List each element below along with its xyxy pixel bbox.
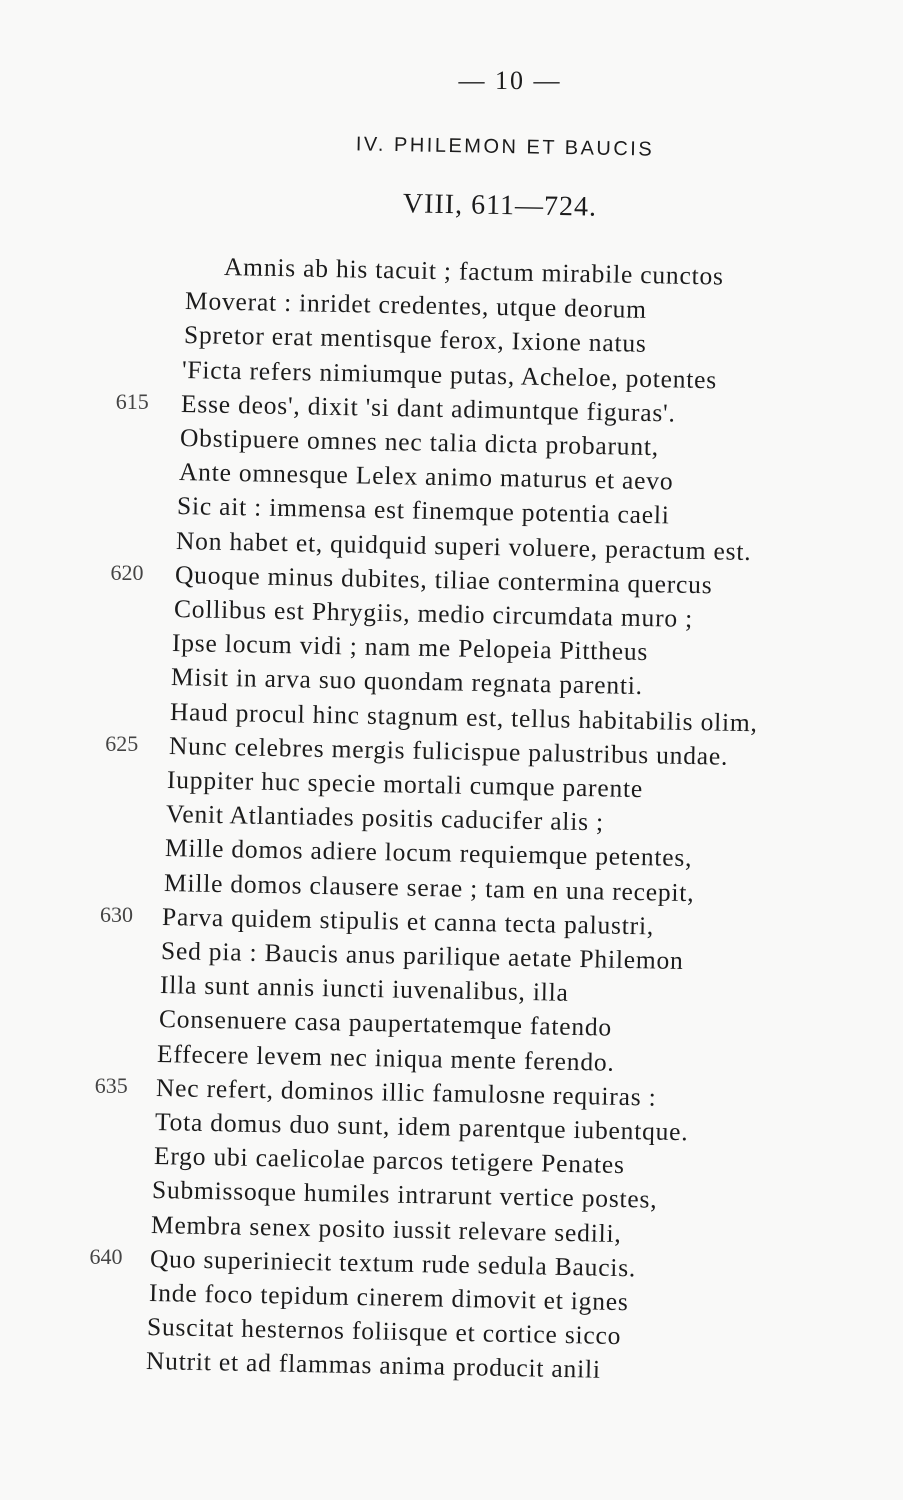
verse-text: Misit in arva suo quondam regnata parenti.: [170, 662, 644, 701]
line-number: 620: [110, 559, 144, 585]
verse-text: Moverat : inridet credentes, utque deorum: [184, 286, 647, 325]
verse-text: Suscitat hesternos foliisque et cortice sicco: [146, 1312, 622, 1351]
verse-text: Amnis ab his tacuit ; factum mirabile cunctos: [223, 252, 725, 291]
verse-text: Tota domus duo sunt, idem parentque iubentque.: [154, 1107, 689, 1147]
verse-text: Nutrit et ad flammas anima producit anili: [145, 1346, 602, 1385]
verse-text: Membra senex posito iussit relevare sedili,: [150, 1209, 622, 1248]
verse-text: Parva quidem stipulis et canna tecta palustri,: [161, 901, 655, 941]
verse-text: Sed pia : Baucis anus parilique aetate Philemon: [160, 936, 684, 976]
verse-text: Venit Atlantiades positis caducifer alis ;: [165, 799, 605, 837]
verse-text: Nec refert, dominos illic famulosne requiras :: [155, 1072, 657, 1112]
verse-text: Iuppiter huc specie mortali cumque parente: [166, 765, 644, 804]
verse-text: Ante omnesque Lelex animo maturus et aevo: [178, 457, 674, 496]
verse-text: Collibus est Phrygiis, medio circumdata muro ;: [173, 594, 693, 633]
verse-text: Mille domos adiere locum requiemque petentes,: [164, 833, 693, 873]
line-number: 635: [94, 1072, 128, 1098]
verse-text: Submissoque humiles intrarunt vertice postes,: [151, 1175, 659, 1215]
verse-text: Consenuere casa paupertatemque fatendo: [158, 1004, 612, 1043]
verse-text: Ipse locum vidi ; nam me Pelopeia Pittheus: [171, 628, 649, 667]
verse-text: 'Ficta refers nimiumque putas, Acheloe, potentes: [181, 354, 718, 394]
line-number: 640: [89, 1243, 123, 1269]
verse-text: Esse deos', dixit 'si dant adimuntque figuras'.: [180, 388, 676, 428]
verse-text: Non habet et, quidquid superi voluere, peractum est.: [175, 525, 752, 566]
line-number: 630: [100, 901, 134, 927]
verse-reference: VIII, 611—724.: [402, 188, 598, 223]
line-number: 625: [105, 730, 139, 756]
verse-text: Haud procul hinc stagnum est, tellus habitabilis olim,: [169, 696, 758, 737]
page-number: — 10 —: [458, 66, 562, 95]
verse-text: Inde foco tepidum cinerem dimovit et ignes: [148, 1278, 629, 1317]
verse-text: Quo superiniecit textum rude sedula Baucis.: [149, 1243, 637, 1283]
line-number: 615: [115, 388, 149, 414]
verse-text: Quoque minus dubites, tiliae contermina quercus: [174, 559, 713, 600]
section-title: IV. PHILEMON ET BAUCIS: [355, 133, 655, 161]
verse-line: [0, 1346, 903, 1386]
verse-text: Illa sunt annis iuncti iuvenalibus, illa: [159, 970, 569, 1008]
verse-text: Ergo ubi caelicolae parcos tetigere Penates: [153, 1141, 625, 1180]
verse-text: Mille domos clausere serae ; tam en una recepit,: [163, 867, 695, 907]
verse-text: Spretor erat mentisque ferox, Ixione natus: [183, 320, 647, 359]
verse-text: Nunc celebres mergis fulicispue palustribus undae.: [168, 730, 728, 771]
verse-text: Sic ait : immensa est finemque potentia caeli: [176, 491, 671, 530]
verse-text: Obstipuere omnes nec talia dicta probarunt,: [179, 423, 660, 462]
verse-text: Effecere levem nec iniqua mente ferendo.: [156, 1038, 616, 1077]
